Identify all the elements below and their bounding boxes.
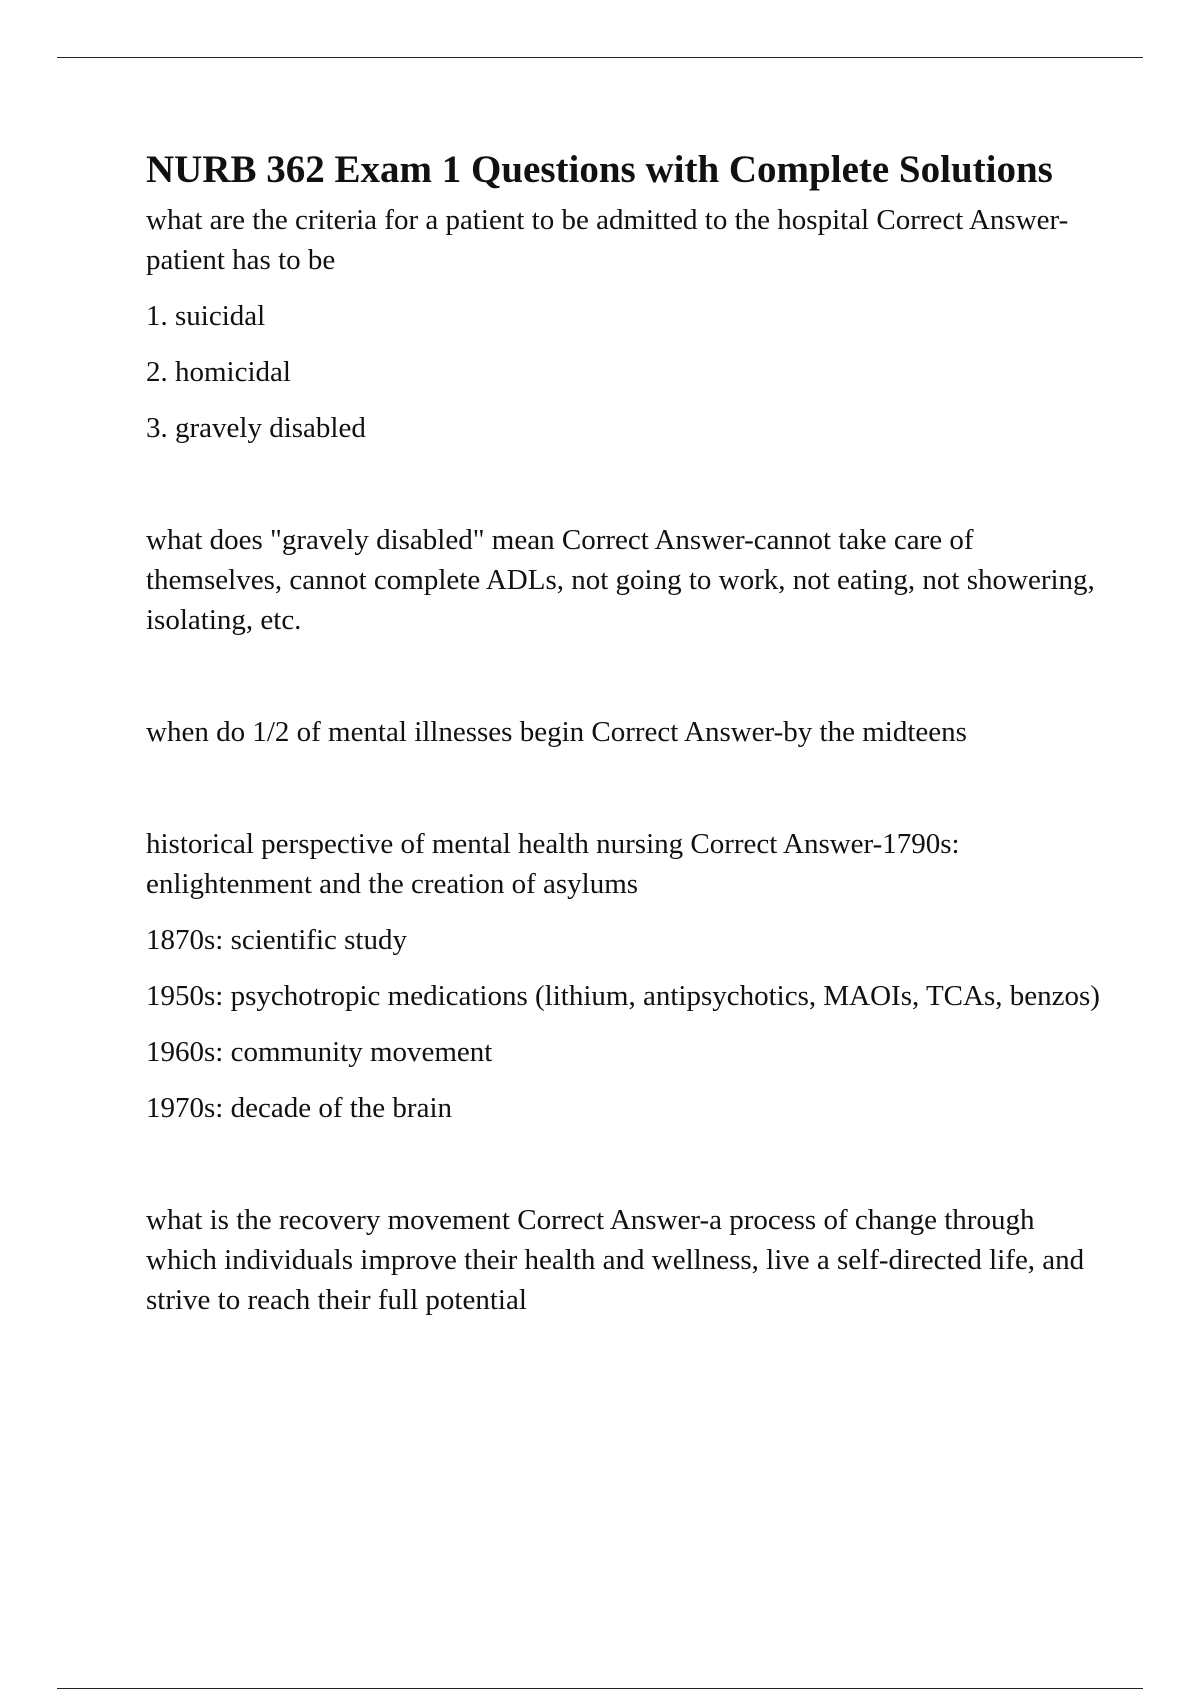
bottom-rule [57,1688,1143,1689]
answer-item: 3. gravely disabled [146,412,366,444]
question-text: what are the criteria for a patient to be admitted to the hospital Correct Answer-patient has to be [146,204,1069,276]
question-block-3 [146,712,1106,752]
question-block-2 [146,520,1106,640]
answer-item: 1970s: decade of the brain [146,1092,453,1124]
top-rule [57,57,1143,58]
answer-item: 1870s: scientific study [146,924,407,956]
question-text: what is the recovery movement Correct Answer-a process of change through which individuals improve their health and wellness, live a self-directed life, and strive to reach their full potential [146,1204,1085,1316]
answer-item: 1950s: psychotropic medications (lithium, antipsychotics, MAOIs, TCAs, benzos) [146,980,1100,1012]
answer-item: 1. suicidal [146,300,266,332]
answer-item: 1960s: community movement [146,1036,493,1068]
answer-item: 2. homicidal [146,356,291,388]
document-body [146,142,1106,1320]
question-text: what does "gravely disabled" mean Correct Answer-cannot take care of themselves, cannot complete ADLs, not going to work, not eating, not showering, isolating, etc. [146,524,1095,636]
question-text: when do 1/2 of mental illnesses begin Correct Answer-by the midteens [146,716,967,748]
question-text: historical perspective of mental health nursing Correct Answer-1790s: enlightenment and the creation of asylums [146,828,960,900]
document-title: NURB 362 Exam 1 Questions with Complete Solutions [146,148,1053,191]
question-block-4 [146,824,1106,1128]
question-block-1 [146,200,1106,448]
question-block-5 [146,1200,1106,1320]
